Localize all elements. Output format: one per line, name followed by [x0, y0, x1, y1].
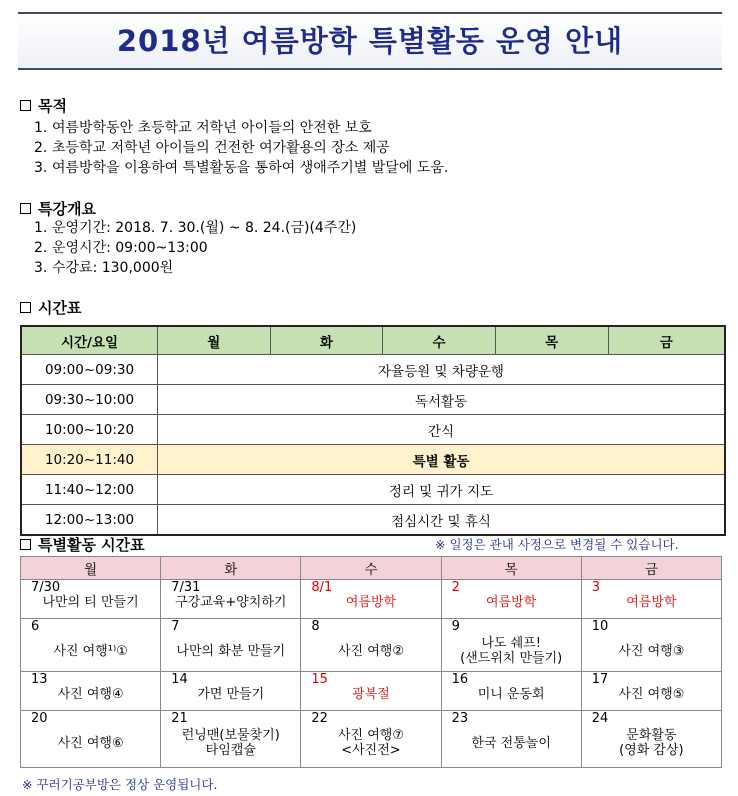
footnote: ※ 꾸러기공부방은 정상 운영됩니다.	[22, 777, 218, 792]
day-header: 금	[581, 557, 721, 580]
calendar-cell	[441, 672, 581, 711]
item-number: 2.	[34, 240, 48, 256]
calendar-week	[21, 580, 722, 619]
event-label: 구강교육+양치하기	[175, 595, 287, 610]
activity-cell: 자율등원 및 차량운행	[158, 355, 726, 385]
time-cell: 09:30~10:00	[21, 385, 158, 415]
event-label: 미니 운동회	[477, 687, 545, 702]
item-number: 1.	[34, 220, 48, 236]
event-label: 런닝맨(보물찾기)	[181, 728, 280, 743]
event-label: 여름방학	[345, 595, 397, 610]
item-text: 여름방학을 이용하여 특별활동을 통하여 생애주기별 발달에 도움.	[52, 160, 449, 176]
date-label: 3	[591, 580, 601, 595]
calendar-cell-holiday	[301, 672, 441, 711]
item-text: 운영시간: 09:00~13:00	[52, 240, 208, 256]
item-number: 3.	[34, 160, 48, 176]
table-header-row	[21, 326, 725, 355]
column-header: 화	[270, 326, 383, 355]
schedule-change-note: ※ 일정은 관내 사정으로 변경될 수 있습니다.	[435, 537, 679, 552]
activity-cell: 정리 및 귀가 지도	[158, 475, 726, 505]
calendar-cell	[21, 580, 161, 619]
calendar-cell	[161, 711, 301, 768]
calendar-cell	[441, 619, 581, 672]
activity-cell: 특별 활동	[158, 445, 726, 475]
calendar-week	[21, 619, 722, 672]
column-header: 목	[495, 326, 608, 355]
overview-list	[20, 218, 356, 278]
date-label: 7	[171, 619, 180, 634]
calendar-week	[21, 711, 722, 768]
item-text: 초등학교 저학년 아이들의 건전한 여가활용의 장소 제공	[52, 140, 390, 156]
calendar-cell-holiday	[441, 580, 581, 619]
event-label: 사진 여행⑥	[57, 736, 124, 751]
item-text: 수강료: 130,000원	[52, 260, 174, 276]
activity-cell: 독서활동	[158, 385, 726, 415]
event-sub-label: <사진전>	[341, 743, 401, 758]
special-activity-calendar	[20, 556, 722, 768]
event-label: 사진 여행⑦	[337, 728, 404, 743]
date-label: 8/1	[311, 580, 333, 595]
table-row	[21, 475, 725, 505]
time-cell: 09:00~09:30	[21, 355, 158, 385]
calendar-cell	[21, 711, 161, 768]
calendar-header-row	[21, 557, 722, 580]
calendar-cell	[581, 672, 721, 711]
timetable-heading	[20, 297, 81, 318]
daily-timetable	[20, 325, 726, 536]
event-label: 한국 전통놀이	[471, 736, 551, 751]
calendar-cell	[441, 711, 581, 768]
page-title: 2018년 여름방학 특별활동 운영 안내	[116, 24, 624, 58]
date-label: 7/31	[171, 580, 201, 595]
table-row-highlighted	[21, 445, 725, 475]
calendar-cell	[21, 619, 161, 672]
date-label: 9	[451, 619, 460, 634]
calendar-cell	[161, 580, 301, 619]
date-label: 8	[311, 619, 320, 634]
day-header: 수	[301, 557, 441, 580]
date-label: 15	[311, 672, 328, 687]
special-heading-label: 특별활동 시간표	[38, 536, 145, 554]
date-label: 21	[171, 711, 188, 726]
column-header: 수	[383, 326, 496, 355]
list-item	[20, 238, 356, 258]
calendar-cell	[161, 619, 301, 672]
event-label: 사진 여행¹⁾①	[53, 644, 128, 659]
activity-cell: 간식	[158, 415, 726, 445]
item-number: 2.	[34, 140, 48, 156]
calendar-cell	[301, 711, 441, 768]
list-item	[20, 158, 448, 178]
item-text: 여름방학동안 초등학교 저학년 아이들의 안전한 보호	[52, 120, 372, 136]
date-label: 24	[591, 711, 609, 726]
date-label: 10	[591, 619, 609, 634]
calendar-cell	[161, 672, 301, 711]
event-sub-label: 타임캡슐	[205, 743, 256, 758]
date-label: 16	[451, 672, 469, 687]
column-header: 월	[158, 326, 271, 355]
list-item	[20, 118, 448, 138]
day-header: 목	[441, 557, 581, 580]
event-label: 문화활동	[626, 728, 677, 743]
checkbox-icon	[20, 203, 31, 214]
date-label: 23	[451, 711, 469, 726]
event-label: 여름방학	[486, 595, 537, 610]
calendar-cell-holiday	[581, 580, 721, 619]
date-label: 7/30	[31, 580, 61, 595]
calendar-cell-holiday	[301, 580, 441, 619]
list-item	[20, 258, 356, 278]
activity-cell: 점심시간 및 휴식	[158, 505, 726, 536]
column-header: 시간/요일	[21, 326, 158, 355]
event-label: 나만의 티 만들기	[42, 595, 139, 610]
date-label: 6	[31, 619, 40, 634]
calendar-cell	[301, 619, 441, 672]
date-label: 20	[31, 711, 48, 726]
timetable-heading-label: 시간표	[38, 299, 82, 317]
event-label: 사진 여행④	[57, 687, 124, 702]
time-cell: 10:00~10:20	[21, 415, 158, 445]
time-cell: 11:40~12:00	[21, 475, 158, 505]
overview-heading	[20, 198, 96, 219]
event-label: 사진 여행②	[337, 644, 404, 659]
table-row	[21, 415, 725, 445]
table-row	[21, 355, 725, 385]
purpose-heading-label: 목적	[38, 97, 67, 115]
event-label: 가면 만들기	[197, 687, 265, 702]
event-label: 광복절	[352, 687, 390, 702]
event-label: 사진 여행③	[618, 644, 685, 659]
day-header: 월	[21, 557, 161, 580]
calendar-cell	[21, 672, 161, 711]
special-heading	[20, 534, 145, 555]
title-banner	[18, 12, 722, 70]
table-row	[21, 505, 725, 536]
list-item	[20, 218, 356, 238]
date-label: 2	[451, 580, 460, 595]
event-label: 여름방학	[626, 595, 677, 610]
event-label: 나만의 화분 만들기	[176, 644, 286, 659]
date-label: 17	[591, 672, 609, 687]
event-label: 사진 여행⑤	[618, 687, 685, 702]
date-label: 13	[31, 672, 48, 687]
checkbox-icon	[20, 539, 31, 550]
time-cell: 10:20~11:40	[21, 445, 158, 475]
calendar-cell	[581, 619, 721, 672]
table-row	[21, 385, 725, 415]
purpose-heading	[20, 95, 67, 116]
date-label: 14	[171, 672, 188, 687]
time-cell: 12:00~13:00	[21, 505, 158, 536]
item-number: 3.	[34, 260, 48, 276]
date-label: 22	[311, 711, 328, 726]
purpose-list	[20, 118, 448, 178]
event-sub-label: (샌드위치 만들기)	[460, 651, 563, 666]
column-header: 금	[608, 326, 725, 355]
event-label: 나도 쉐프!	[481, 636, 541, 651]
calendar-week	[21, 672, 722, 711]
day-header: 화	[161, 557, 301, 580]
list-item	[20, 138, 448, 158]
item-text: 운영기간: 2018. 7. 30.(월) ~ 8. 24.(금)(4주간)	[52, 220, 357, 236]
checkbox-icon	[20, 302, 31, 313]
overview-heading-label: 특강개요	[38, 200, 96, 218]
item-number: 1.	[34, 120, 48, 136]
event-sub-label: (영화 감상)	[619, 743, 684, 758]
calendar-cell	[581, 711, 721, 768]
checkbox-icon	[20, 100, 31, 111]
